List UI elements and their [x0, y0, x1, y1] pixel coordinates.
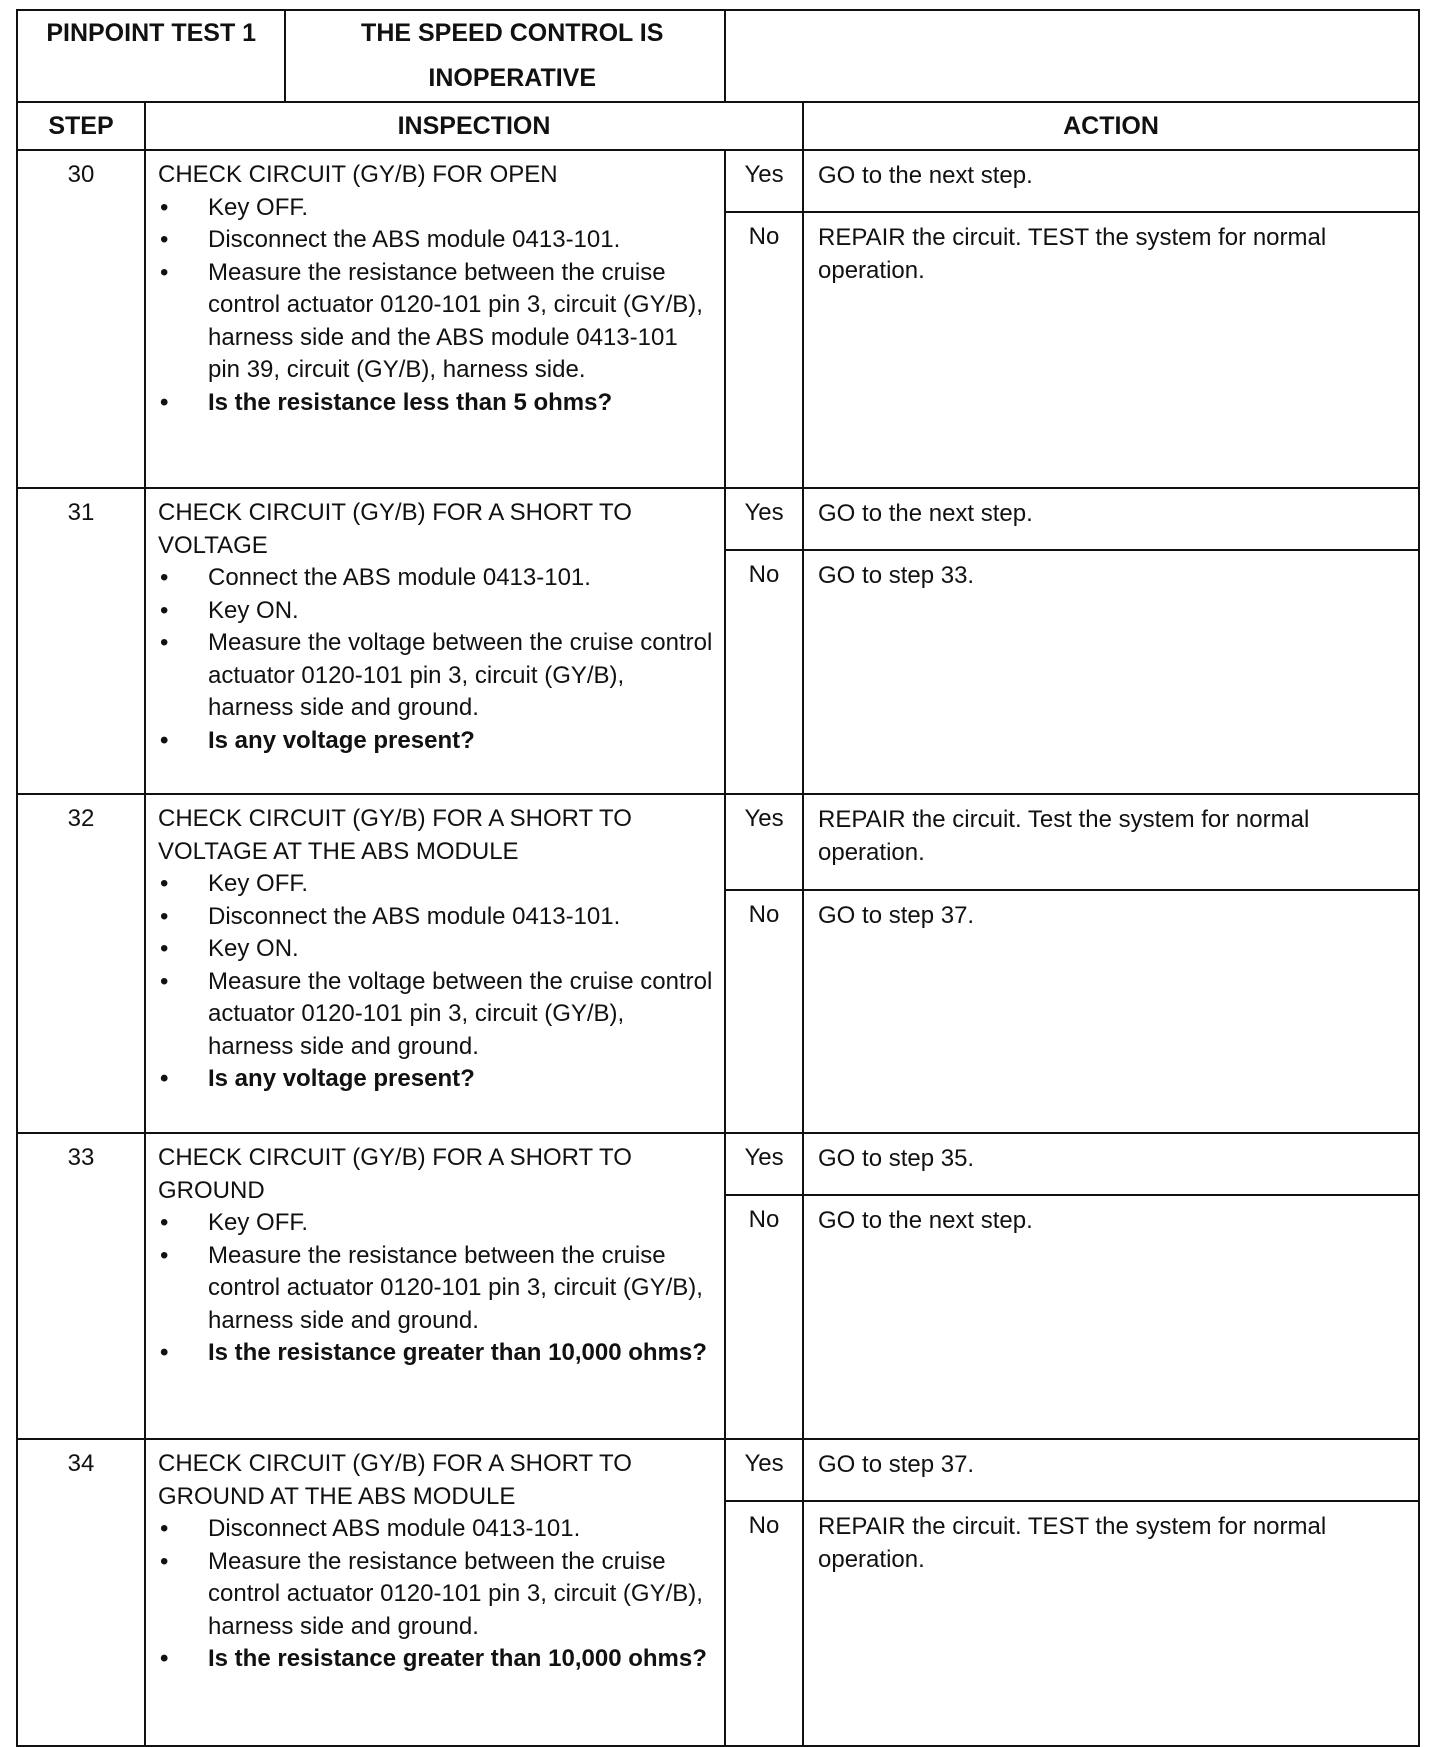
inspection-bullet: • Measure the resistance between the cruise control actuator 0120-101 pin 3, circuit (GY/B), harness side and ground. — [158, 1546, 714, 1644]
inspection-bullet: • Connect the ABS module 0413-101. — [158, 562, 714, 595]
pinpoint-test-document — [16, 9, 1418, 1747]
inspection-heading: CHECK CIRCUIT (GY/B) FOR A SHORT TO GROUND AT THE ABS MODULE — [158, 1450, 632, 1510]
inspection-bullet: • Measure the resistance between the cruise control actuator 0120-101 pin 3, circuit (GY/B), harness side and the ABS module 0413-101 pin 39, circuit (GY/B), harness side. — [158, 257, 714, 387]
inspection-bullet: • Measure the resistance between the cruise control actuator 0120-101 pin 3, circuit (GY/B), harness side and ground. — [158, 1240, 714, 1338]
test-title: THE SPEED CONTROL IS INOPERATIVE — [361, 19, 664, 92]
yes-label: Yes — [725, 1133, 803, 1195]
inspection-bullet: • Disconnect the ABS module 0413-101. — [158, 901, 714, 934]
yes-action: REPAIR the circuit. Test the system for normal operation. — [803, 794, 1419, 890]
yes-label: Yes — [725, 488, 803, 550]
no-action: GO to the next step. — [803, 1195, 1419, 1439]
no-label: No — [725, 212, 803, 488]
inspection-bullet: • Disconnect ABS module 0413-101. — [158, 1513, 714, 1546]
column-header-inspection: INSPECTION — [145, 102, 803, 150]
inspection-cell — [145, 150, 725, 488]
yes-action: GO to the next step. — [803, 488, 1419, 550]
no-label: No — [725, 890, 803, 1133]
inspection-question: • Is the resistance less than 5 ohms? — [158, 387, 714, 420]
step-row-yes — [17, 488, 1419, 550]
inspection-bullet: • Disconnect the ABS module 0413-101. — [158, 224, 714, 257]
inspection-cell — [145, 794, 725, 1133]
inspection-bullet: • Key ON. — [158, 933, 714, 966]
no-action: REPAIR the circuit. TEST the system for normal operation. — [803, 212, 1419, 488]
yes-action: GO to step 37. — [803, 1439, 1419, 1501]
no-label: No — [725, 1195, 803, 1439]
inspection-question: • Is any voltage present? — [158, 725, 714, 758]
step-number: 33 — [17, 1133, 145, 1439]
yes-action: GO to step 35. — [803, 1133, 1419, 1195]
test-label-cell — [17, 10, 725, 102]
inspection-question: • Is any voltage present? — [158, 1063, 714, 1096]
column-header-step: STEP — [17, 102, 145, 150]
step-number: 34 — [17, 1439, 145, 1746]
no-action: GO to step 33. — [803, 550, 1419, 794]
title-filler — [725, 10, 1419, 102]
no-label: No — [725, 550, 803, 794]
title-row — [17, 10, 1419, 102]
inspection-bullets — [158, 192, 714, 420]
step-number: 32 — [17, 794, 145, 1133]
inspection-cell — [145, 1133, 725, 1439]
step-number: 31 — [17, 488, 145, 794]
inspection-question: • Is the resistance greater than 10,000 ohms? — [158, 1337, 714, 1370]
inspection-heading: CHECK CIRCUIT (GY/B) FOR A SHORT TO VOLTAGE AT THE ABS MODULE — [158, 805, 632, 865]
no-action: REPAIR the circuit. TEST the system for normal operation. — [803, 1501, 1419, 1746]
no-label: No — [725, 1501, 803, 1746]
step-row-yes — [17, 150, 1419, 212]
yes-label: Yes — [725, 1439, 803, 1501]
inspection-bullet: • Key OFF. — [158, 1207, 714, 1240]
step-number: 30 — [17, 150, 145, 488]
inspection-question: • Is the resistance greater than 10,000 ohms? — [158, 1643, 714, 1676]
inspection-bullet: • Key OFF. — [158, 868, 714, 901]
inspection-cell — [145, 1439, 725, 1746]
inspection-bullets — [158, 1513, 714, 1676]
yes-label: Yes — [725, 794, 803, 890]
inspection-bullet: • Measure the voltage between the cruise control actuator 0120-101 pin 3, circuit (GY/B), harness side and ground. — [158, 966, 714, 1064]
inspection-bullets — [158, 562, 714, 757]
yes-action: GO to the next step. — [803, 150, 1419, 212]
inspection-heading: CHECK CIRCUIT (GY/B) FOR OPEN — [158, 161, 558, 188]
inspection-heading: CHECK CIRCUIT (GY/B) FOR A SHORT TO GROUND — [158, 1144, 632, 1204]
step-row-yes — [17, 1439, 1419, 1501]
inspection-bullet: • Measure the voltage between the cruise control actuator 0120-101 pin 3, circuit (GY/B), harness side and ground. — [158, 627, 714, 725]
inspection-bullets — [158, 1207, 714, 1370]
no-action: GO to step 37. — [803, 890, 1419, 1133]
column-header-action: ACTION — [803, 102, 1419, 150]
step-row-yes — [17, 794, 1419, 890]
inspection-bullet: • Key ON. — [158, 595, 714, 628]
step-row-yes — [17, 1133, 1419, 1195]
pinpoint-test-table — [16, 9, 1420, 1747]
steps-body — [17, 150, 1419, 1746]
inspection-bullet: • Key OFF. — [158, 192, 714, 225]
inspection-bullets — [158, 868, 714, 1096]
yes-label: Yes — [725, 150, 803, 212]
test-label: PINPOINT TEST 1 — [18, 11, 286, 101]
inspection-cell — [145, 488, 725, 794]
column-header-row — [17, 102, 1419, 150]
inspection-heading: CHECK CIRCUIT (GY/B) FOR A SHORT TO VOLTAGE — [158, 499, 632, 559]
